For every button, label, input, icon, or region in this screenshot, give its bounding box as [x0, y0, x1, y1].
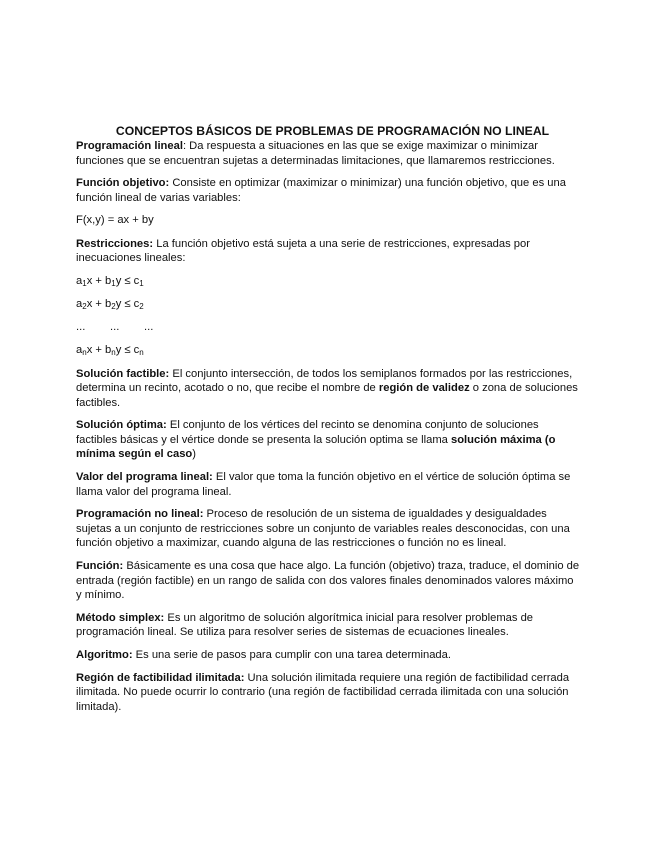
paragraph-restricciones [76, 237, 581, 266]
ellipsis: ... [110, 321, 120, 334]
document-title: CONCEPTOS BÁSICOS DE PROBLEMAS DE PROGRAMACIÓN NO LINEAL [115, 124, 550, 138]
term-region-factibilidad-ilimitada: Región de factibilidad ilimitada: [76, 671, 245, 684]
constraint-2 [76, 297, 581, 312]
paragraph-funcion-objetivo [76, 176, 581, 205]
subscript: 2 [139, 301, 144, 311]
constraint-mid: x + b [86, 274, 112, 287]
paragraph-funcion [76, 559, 581, 603]
subscript: 2 [82, 301, 87, 311]
bold-region-de-validez: región de validez [378, 382, 470, 395]
ellipsis: ... [144, 321, 154, 334]
subscript: n [82, 348, 87, 358]
subscript: 1 [82, 278, 87, 288]
term-solucion-factible: Solución factible: [76, 367, 170, 380]
subscript: 1 [111, 278, 116, 288]
definition-funcion-objetivo: Consiste en optimizar (maximizar o minimizar) una función objetivo, que es una función lineal de varias variables: [76, 177, 566, 204]
paragraph-algoritmo [76, 648, 581, 663]
paragraph-solucion-optima [76, 418, 581, 462]
subscript: 1 [139, 278, 144, 288]
definition-restricciones: La función objetivo está sujeta a una serie de restricciones, expresadas por inecuaciones lineales: [76, 237, 530, 265]
constraint-rhs: y ≤ c [115, 297, 140, 310]
term-valor-programa-lineal: Valor del programa lineal: [76, 471, 213, 484]
definition-text: El conjunto de los vértices del recinto se denomina conjunto de soluciones factibles básicas y el vértice donde se presenta la solución optima se llama [76, 419, 539, 446]
paragraph-programacion-no-lineal [76, 507, 581, 551]
coef-a: a [76, 297, 83, 310]
definition-text: Es un algoritmo de solución algorítmica inicial para resolver problemas de programación lineal. Se utiliza para resolver series de sistemas de ecuaciones lineales. [76, 611, 534, 639]
definition-programacion-lineal: : Da respuesta a situaciones en las que se exige maximizar o minimizar funciones que se encuentran sujetas a determinadas limitaciones, que llamaremos restricciones. [76, 140, 555, 167]
constraint-n [76, 343, 581, 358]
bold-solucion-maxima: solución máxima (o mínima según el caso [76, 433, 556, 461]
subscript: n [111, 348, 116, 358]
ellipsis: ... [76, 321, 86, 334]
constraint-rhs: y ≤ c [115, 344, 140, 357]
term-algoritmo: Algoritmo: [76, 649, 133, 661]
term-programacion-lineal: Programación lineal [76, 140, 183, 152]
definition-text: ) [192, 448, 197, 461]
term-programacion-no-lineal: Programación no lineal: [76, 508, 204, 521]
definition-text: El conjunto intersección, de todos los semiplanos formados por las restricciones, determina un recinto, acotado o no, que recibe el nombre de [76, 367, 573, 395]
definition-text: El valor que toma la función objetivo en el vértice de solución óptima se llama valor del programa lineal. [76, 471, 571, 498]
term-solucion-optima: Solución óptima: [76, 419, 167, 432]
constraint-mid: x + b [86, 344, 112, 357]
subscript: n [139, 348, 144, 358]
term-funcion-objetivo: Función objetivo: [76, 177, 170, 190]
formula-objective-function: F(x,y) = ax + by [76, 214, 154, 227]
paragraph-valor-programa-lineal [76, 470, 581, 499]
definition-text: Proceso de resolución de un sistema de igualdades y desigualdades sujetas a un conjunto de restricciones sobre un conjunto de variables reales desconocidas, con una función objetivo a maximizar, cuando alguna de las restricciones o función no es lineal. [76, 508, 570, 550]
definition-text: Básicamente es una cosa que hace algo. La función (objetivo) traza, traduce, el dominio de entrada (región factible) en un rango de salida con dos valores finales denominados valores máximo y mínimo. [76, 560, 580, 602]
paragraph-metodo-simplex [76, 611, 581, 640]
constraint-1 [76, 274, 581, 289]
term-funcion: Función: [76, 560, 124, 573]
constraint-ellipsis [76, 320, 581, 335]
definition-text: Una solución ilimitada requiere una región de factibilidad cerrada ilimitada. No puede ocurrir lo contrario (una región de factibilidad cerrada ilimitada con una solución limitada). [76, 671, 570, 713]
paragraph-region-factibilidad-ilimitada [76, 671, 581, 715]
coef-a: a [76, 344, 83, 357]
subscript: 2 [111, 301, 116, 311]
definition-text: Es una serie de pasos para cumplir con una tarea determinada. [132, 649, 451, 661]
document-page [76, 124, 581, 722]
paragraph-programacion-lineal [76, 139, 581, 168]
term-metodo-simplex: Método simplex: [76, 611, 165, 624]
paragraph-solucion-factible [76, 367, 581, 411]
term-restricciones: Restricciones: [76, 237, 154, 250]
definition-text: o zona de soluciones factibles. [76, 382, 578, 409]
constraint-rhs: y ≤ c [115, 274, 140, 287]
constraint-mid: x + b [86, 297, 112, 310]
coef-a: a [76, 274, 83, 287]
